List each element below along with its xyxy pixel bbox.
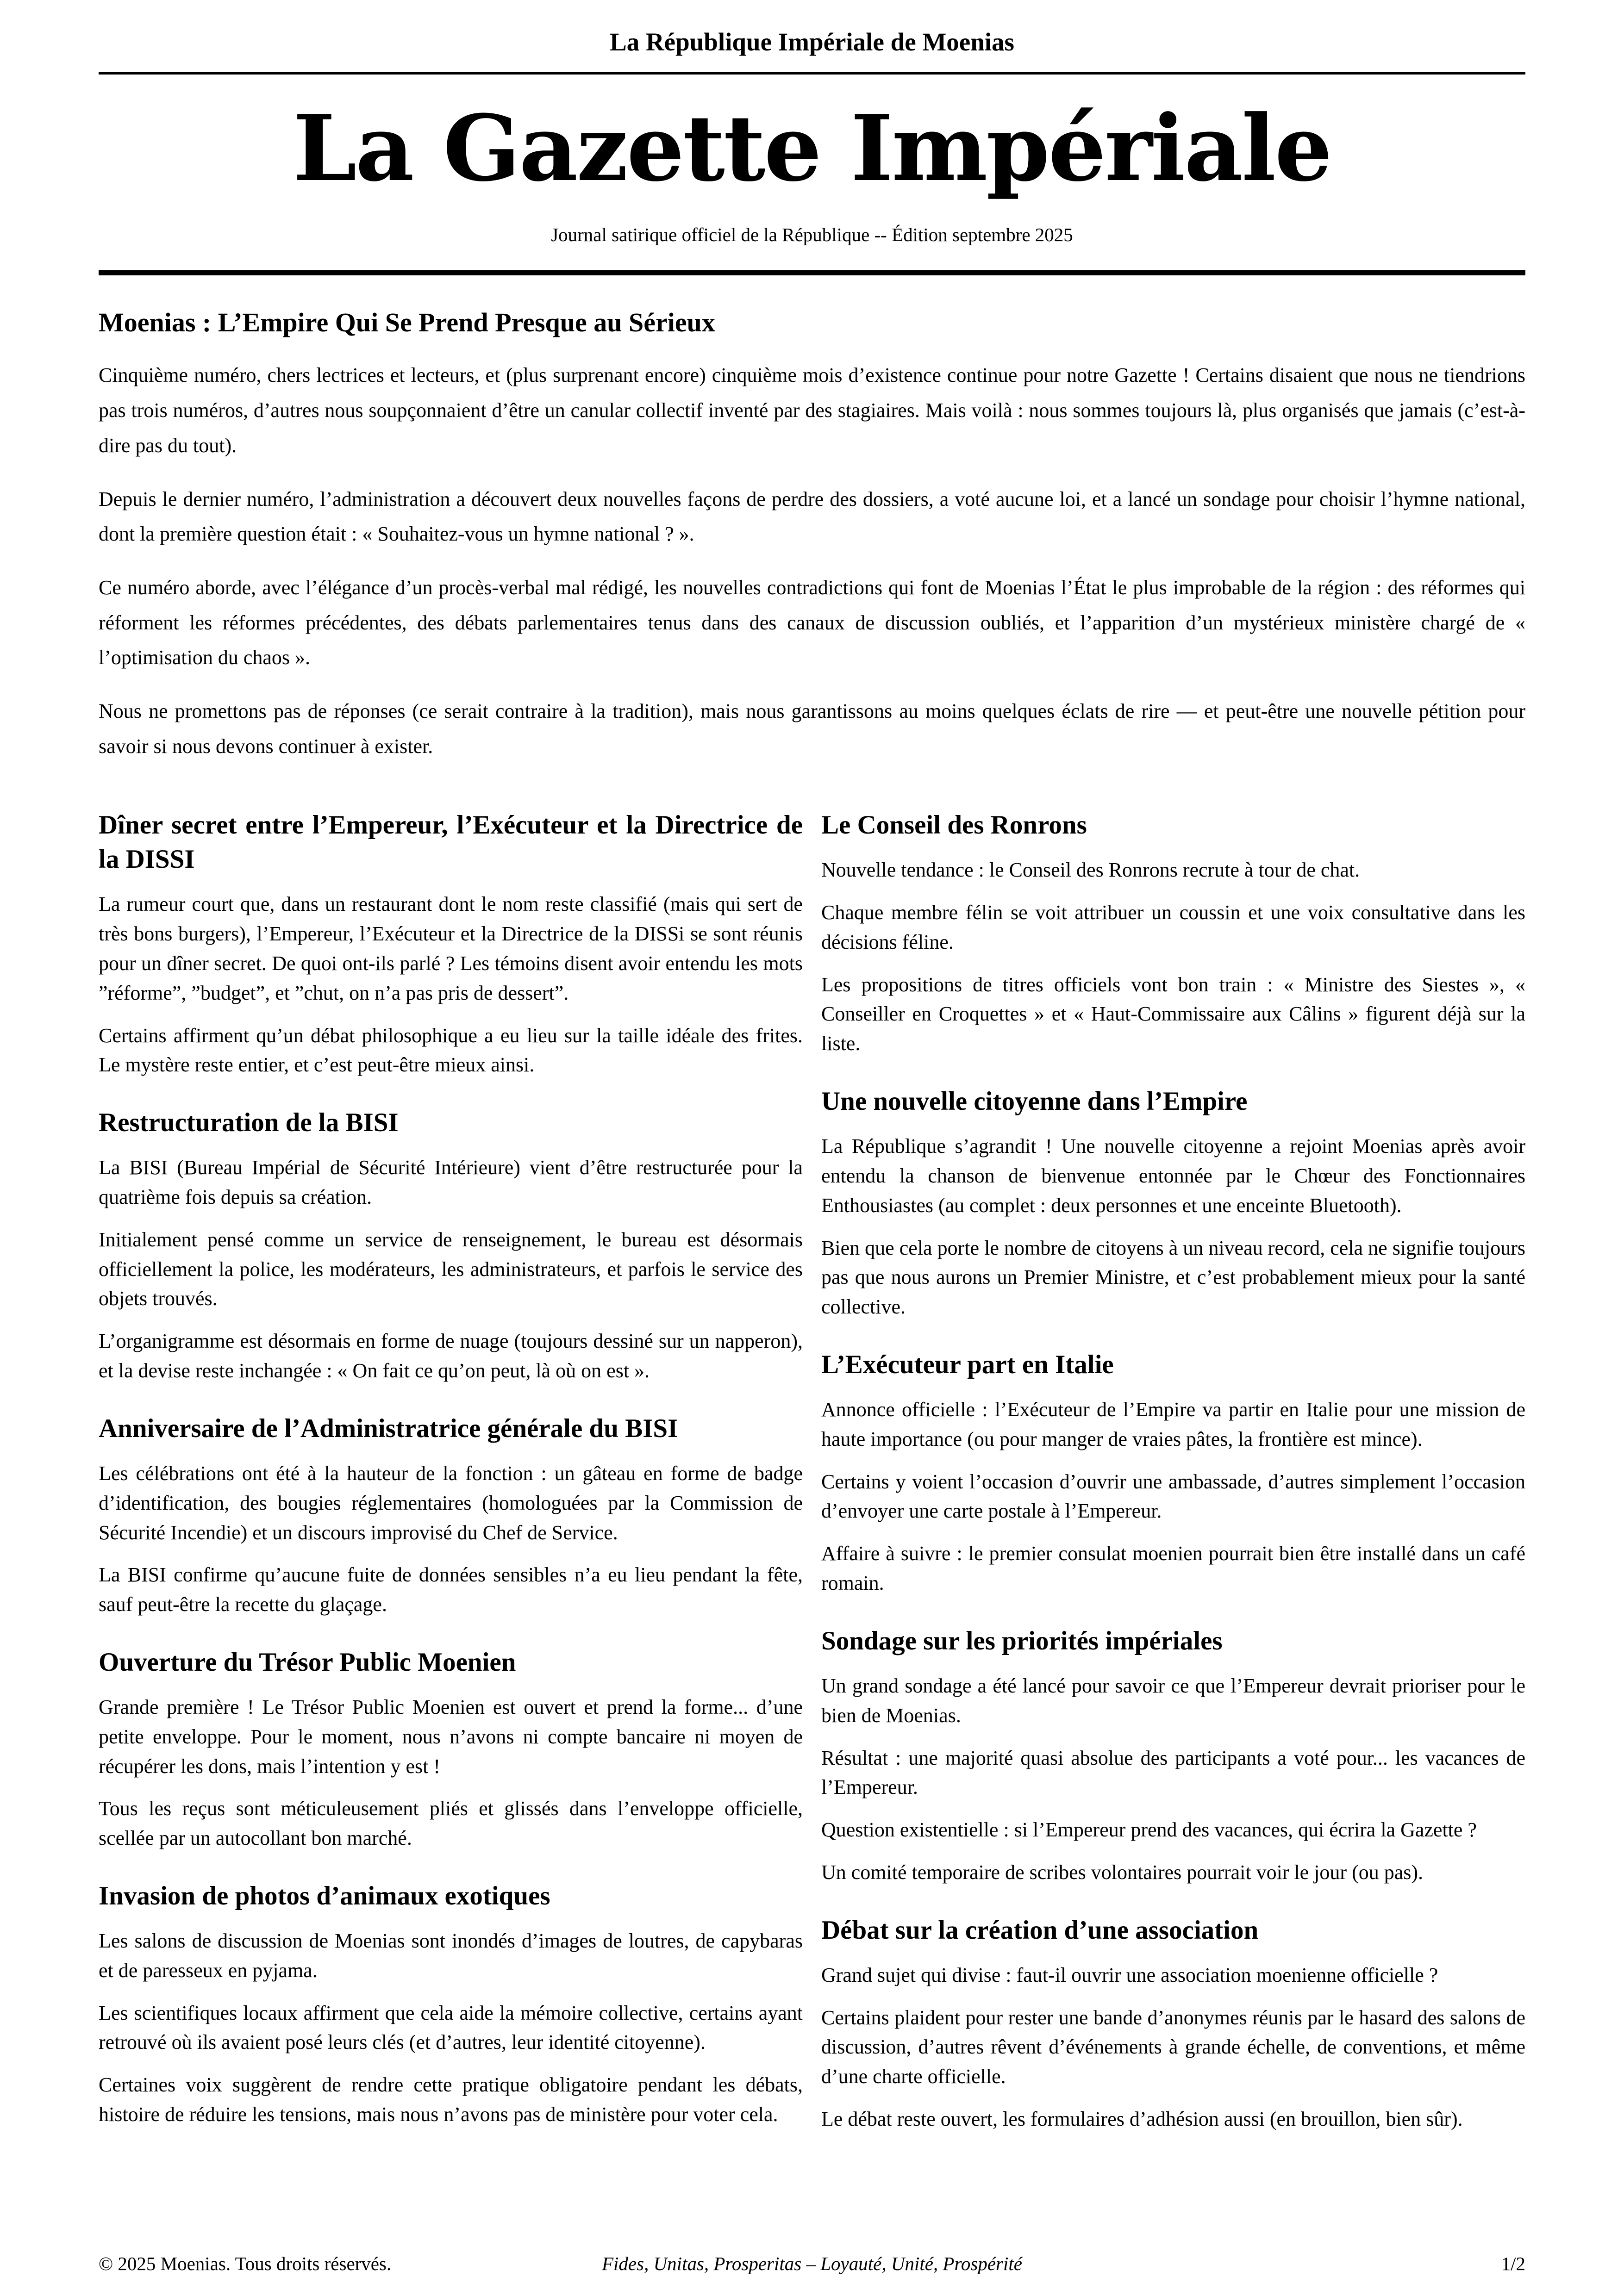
article-paragraph: Tous les reçus sont méticuleusement pliés et glissés dans l’enveloppe officielle, scellée par un autocollant bon marché. [99,1797,803,1850]
lead-paragraph: Ce numéro aborde, avec l’élégance d’un procès-verbal mal rédigé, les nouvelles contradictions qui font de Moenias l’État le plus improbable de la région : des réformes qui réforment les réformes précédentes, des débats parlementaires tenus dans des canaux de discussion oubliés, et l’apparition d’un mystérieux ministère chargé de « l’optimisation du chaos ». [99,576,1525,669]
masthead-header [99,27,1525,275]
footer-motto: Fides, Unitas, Prosperitas – Loyauté, Unité, Prospérité [601,2253,1022,2274]
article-paragraph: La République s’agrandit ! Une nouvelle citoyenne a rejoint Moenias après avoir entendu la chanson de bienvenue entonnée par le Chœur des Fonctionnaires Enthousiastes (au complet : deux personnes et une enceinte Bluetooth). [821,1135,1525,1217]
article [821,808,1525,1058]
article-heading: Anniversaire de l’Administratrice générale du BISI [99,1413,678,1443]
article [99,1386,803,1619]
article-paragraph: Les salons de discussion de Moenias sont inondés d’images de loutres, de capybaras et de paresseux en pyjama. [99,1929,803,1982]
article-heading: Débat sur la création d’une association [821,1915,1259,1945]
article-heading: Le Conseil des Ronrons [821,810,1087,840]
article-paragraph: Nouvelle tendance : le Conseil des Ronrons recrute à tour de chat. [821,859,1360,882]
masthead-subtitle: Journal satirique officiel de la République -- Édition septembre 2025 [551,224,1073,245]
article [821,1887,1525,2134]
article [821,1598,1525,1887]
column-right [821,808,1525,2134]
article-paragraph: Certains plaident pour rester une bande d’anonymes réunis par le hasard des salons de discussion, d’autres rêvent d’événements à grande échelle, de conventions, et même d’une charte officielle. [821,2006,1525,2088]
article-paragraph: La BISI (Bureau Impérial de Sécurité Intérieure) vient d’être restructurée pour la quatrième fois depuis sa création. [99,1156,803,1209]
article-columns [99,808,1525,2134]
kicker-title: La République Impériale de Moenias [610,28,1014,56]
article-heading: Une nouvelle citoyenne dans l’Empire [821,1087,1248,1116]
article-paragraph: Résultat : une majorité quasi absolue des participants a voté pour... les vacances de l’Empereur. [821,1746,1525,1799]
article-paragraph: Le débat reste ouvert, les formulaires d’adhésion aussi (en brouillon, bien sûr). [821,2107,1463,2130]
column-left [99,808,803,2134]
lead-paragraphs [99,358,1525,764]
masthead-divider [99,270,1525,275]
article-heading: Sondage sur les priorités impériales [821,1626,1223,1655]
article-paragraph: Grand sujet qui divise : faut-il ouvrir une association moenienne officielle ? [821,1963,1438,1986]
article-paragraph: L’organigramme est désormais en forme de nuage (toujours dessiné sur un napperon), et la devise reste inchangée : « On fait ce qu’on peut, là où on est ». [99,1330,803,1382]
article [99,1080,803,1386]
article-paragraph: Les scientifiques locaux affirment que cela aide la mémoire collective, certains ayant retrouvé où ils avaient posé leurs clés (et d’autres, leur identité citoyenne). [99,2001,803,2054]
article-paragraph: Grande première ! Le Trésor Public Moenien est ouvert et prend la forme... d’une petite enveloppe. Pour le moment, nous n’avons ni compte bancaire ni moyen de récupérer les dons, mais l’intention y est ! [99,1696,803,1778]
article-paragraph: Certains affirment qu’un débat philosophique a eu lieu sur la taille idéale des frites. Le mystère reste entier, et c’est peut-être mieux ainsi. [99,1024,803,1076]
lead-section [99,306,1525,764]
article-heading: Invasion de photos d’animaux exotiques [99,1881,550,1910]
lead-paragraph: Depuis le dernier numéro, l’administration a découvert deux nouvelles façons de perdre des dossiers, a voté aucune loi, et a lancé un sondage pour choisir l’hymne national, dont la première question était : « Souhaitez-vous un hymne national ? ». [99,487,1525,546]
article [99,808,803,1080]
article-paragraph: Certaines voix suggèrent de rendre cette pratique obligatoire pendant les débats, histoire de réduire les tensions, mais nous n’avons pas de ministère pour voter cela. [99,2073,803,2126]
article-paragraph: Chaque membre félin se voit attribuer un coussin et une voix consultative dans les décisions féline. [821,901,1525,953]
article-paragraph: Certains y voient l’occasion d’ouvrir une ambassade, d’autres simplement l’occasion d’envoyer une carte postale à l’Empereur. [821,1470,1525,1523]
article-paragraph: Annonce officielle : l’Exécuteur de l’Empire va partir en Italie pour une mission de haute importance (ou pour manger de vraies pâtes, la frontière est mince). [821,1398,1525,1450]
masthead-title: La Gazette Impériale [293,95,1331,202]
header-divider [99,72,1525,75]
article-paragraph: Un grand sondage a été lancé pour savoir ce que l’Empereur devrait prioriser pour le bien de Moenias. [821,1674,1525,1727]
article-paragraph: Les célébrations ont été à la hauteur de la fonction : un gâteau en forme de badge d’identification, des bougies réglementaires (homologuées par la Commission de Sécurité Incendie) et un discours improvisé du Chef de Service. [99,1462,803,1544]
page-footer [99,2252,1525,2275]
footer-copyright: © 2025 Moenias. Tous droits réservés. [99,2253,392,2274]
article-paragraph: Affaire à suivre : le premier consulat moenien pourrait bien être installé dans un café romain. [821,1542,1525,1595]
footer-page-number: 1/2 [1501,2253,1525,2274]
article-paragraph: Bien que cela porte le nombre de citoyens à un niveau record, cela ne signifie toujours pas que nous aurons un Premier Ministre, et c’est probablement mieux pour la santé collective. [821,1236,1525,1319]
article-paragraph: La BISI confirme qu’aucune fuite de données sensibles n’a eu lieu pendant la fête, sauf peut-être la recette du glaçage. [99,1563,803,1616]
article-paragraph: Un comité temporaire de scribes volontaires pourrait voir le jour (ou pas). [821,1860,1424,1884]
article-heading: Ouverture du Trésor Public Moenien [99,1647,516,1677]
article-paragraph: Question existentielle : si l’Empereur prend des vacances, qui écrira la Gazette ? [821,1818,1477,1842]
article [99,1853,803,2129]
article [99,1619,803,1853]
article [821,1058,1525,1322]
article [821,1322,1525,1598]
article-heading: Dîner secret entre l’Empereur, l’Exécuteur et la Directrice de la DISSI [99,810,803,874]
article-heading: Restructuration de la BISI [99,1108,399,1138]
article-paragraph: Initialement pensé comme un service de renseignement, le bureau est désormais officiellement la police, les modérateurs, les administrateurs, et parfois le service des objets trouvés. [99,1228,803,1310]
article-heading: L’Exécuteur part en Italie [821,1350,1114,1379]
article-paragraph: La rumeur court que, dans un restaurant dont le nom reste classifié (mais qui sert de très bons burgers), l’Empereur, l’Exécuteur et la Directrice de la DISSi se sont réunis pour un dîner secret. De quoi ont-ils parlé ? Les témoins disent avoir entendu les mots ”réforme”, ”budget”, et ”chut, on n’a pas pris de dessert”. [99,893,803,1004]
lead-heading: Moenias : L’Empire Qui Se Prend Presque au Sérieux [99,307,715,337]
lead-paragraph: Nous ne promettons pas de réponses (ce serait contraire à la tradition), mais nous garantissons au moins quelques éclats de rire — et peut-être une nouvelle pétition pour savoir si nous devons continuer à exister. [99,699,1525,758]
article-paragraph: Les propositions de titres officiels vont bon train : « Ministre des Siestes », « Conseiller en Croquettes » et « Haut-Commissaire aux Câlins » figurent déjà sur la liste. [821,973,1525,1055]
lead-paragraph: Cinquième numéro, chers lectrices et lecteurs, et (plus surprenant encore) cinquième mois d’existence continue pour notre Gazette ! Certains disaient que nous ne tiendrions pas trois numéros, d’autres nous soupçonnaient d’être un canular collectif inventé par des stagiaires. Mais voilà : nous sommes toujours là, plus organisés que jamais (c’est-à-dire pas du tout). [99,364,1525,457]
